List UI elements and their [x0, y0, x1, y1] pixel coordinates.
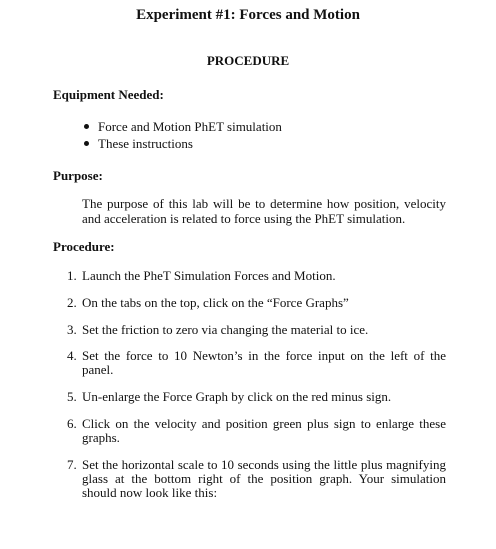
step-number: 1. — [67, 268, 77, 283]
purpose-heading: Purpose: — [53, 168, 103, 183]
equipment-heading: Equipment Needed: — [53, 87, 164, 102]
step-text: Set the friction to zero via changing the material to ice. — [82, 322, 369, 337]
bullet-icon — [84, 124, 89, 129]
step-text: Set the force to 10 Newton’s in the force input on the left of the panel. — [82, 348, 446, 377]
list-item — [67, 417, 446, 445]
step-text: Launch the PheT Simulation Forces and Motion. — [82, 268, 336, 283]
bullet-icon — [84, 141, 89, 146]
list-item — [82, 135, 282, 152]
list-item-label: Force and Motion PhET simulation — [98, 119, 282, 134]
procedure-heading: Procedure: — [53, 239, 115, 254]
list-item-label: These instructions — [98, 136, 193, 151]
step-number: 2. — [67, 295, 77, 310]
step-text: Set the horizontal scale to 10 seconds using the little plus magnifying glass at the bottom right of the position graph. Your simulation should now look like this: — [82, 457, 446, 500]
step-number: 3. — [67, 322, 77, 337]
step-text: On the tabs on the top, click on the “Force Graphs” — [82, 295, 349, 310]
purpose-text: The purpose of this lab will be to determine how position, velocity and acceleration is related to force using the PhET simulation. — [82, 196, 446, 226]
list-item — [67, 349, 446, 377]
equipment-list — [82, 118, 282, 152]
step-text: Un-enlarge the Force Graph by click on the red minus sign. — [82, 389, 392, 404]
step-number: 7. — [67, 457, 77, 472]
list-item — [67, 296, 446, 310]
step-number: 5. — [67, 389, 77, 404]
document-title: Experiment #1: Forces and Motion — [136, 7, 360, 23]
step-number: 4. — [67, 348, 77, 363]
list-item — [82, 118, 282, 135]
step-text: Click on the velocity and position green plus sign to enlarge these graphs. — [82, 416, 446, 445]
procedure-subtitle: PROCEDURE — [206, 53, 290, 68]
list-item — [67, 458, 446, 500]
list-item — [67, 323, 446, 337]
list-item — [67, 390, 446, 404]
list-item — [67, 269, 446, 283]
step-number: 6. — [67, 416, 77, 431]
